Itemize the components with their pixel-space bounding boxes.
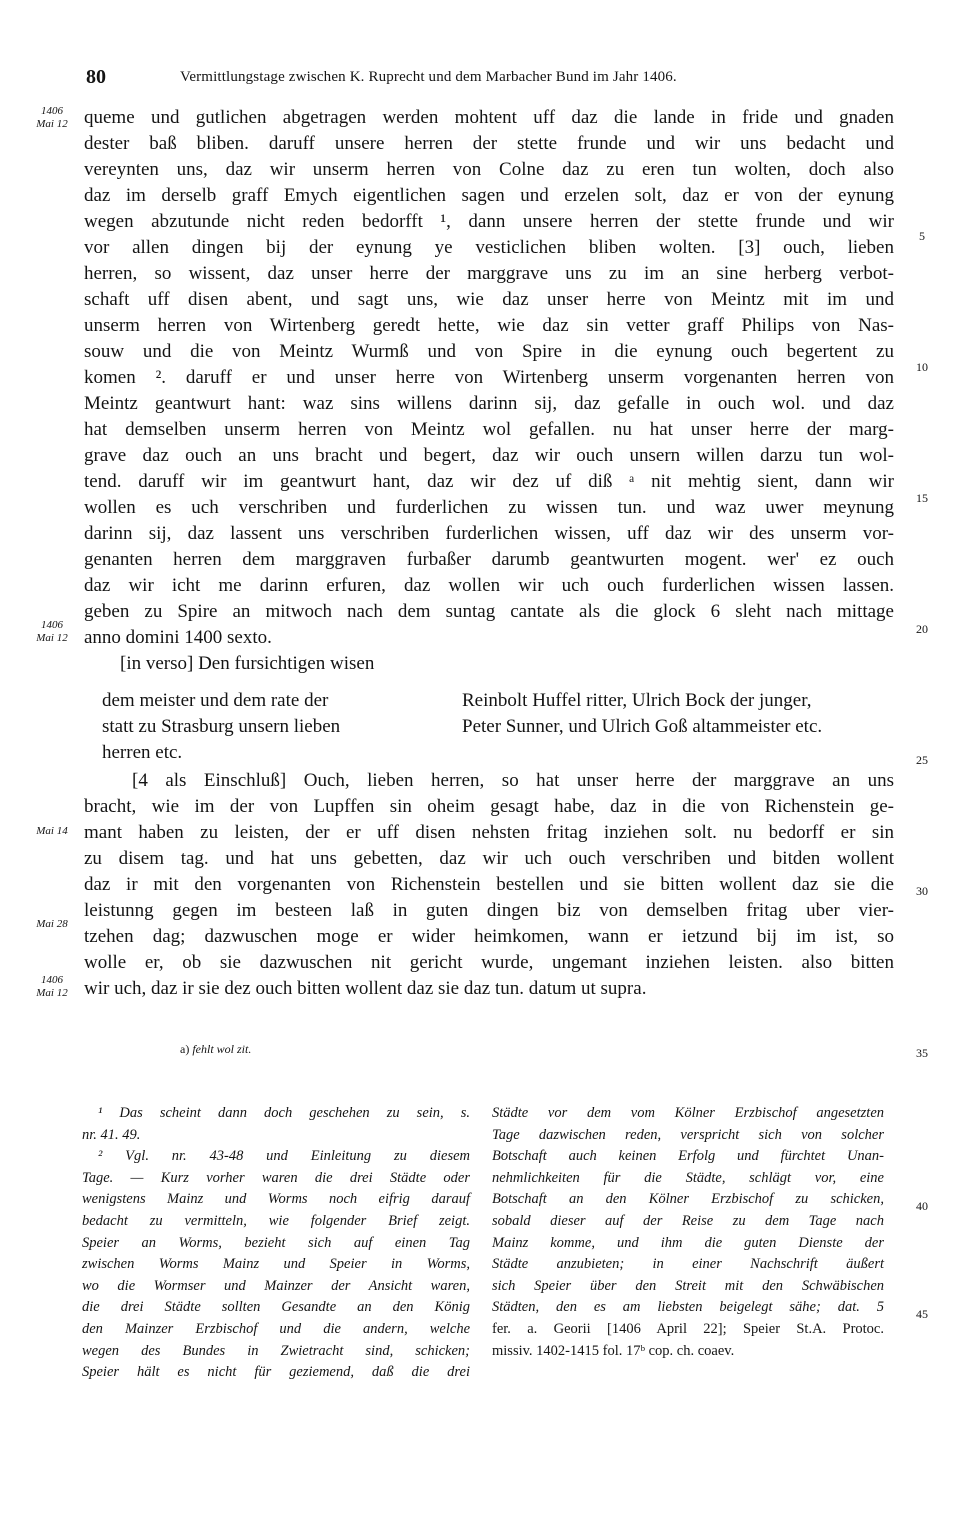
critical-note: [180, 1042, 251, 1057]
line-number: 35: [916, 1046, 928, 1060]
critical-note-siglum: a): [180, 1042, 190, 1056]
text-line: herren, so wissent, daz unser herre der marggrave uns zu im an sine herberg verbot-: [84, 263, 894, 284]
footnote-line: ² Vgl. nr. 43-48 und Einleitung zu diesem: [98, 1148, 470, 1165]
text-line: genanten herren dem marggraven furbaßer darumb geantwurten mogent. wer' ez ouch: [84, 549, 894, 570]
footnote-line: sich Speier über den Streit mit den Schwäbischen: [492, 1277, 884, 1294]
line-number: 30: [916, 884, 928, 898]
line-number: 10: [916, 360, 928, 374]
text-line: grave daz ouch an uns bracht und begert, daz wir ouch unsern willen darzu tun wol-: [84, 445, 894, 466]
text-line: geben zu Spire an mitwoch nach dem suntag cantate als die glock 6 sleht nach mittage: [84, 601, 894, 622]
footnote-line: Mainz komme, und ihm die guten Dienste der: [492, 1234, 884, 1251]
footnote-line: wegen des Bundes in Zwietracht sind, schicken;: [82, 1342, 470, 1359]
text-line: zu disem tag. und hat uns gebetten, daz wir uch ouch verschriben und bitden wollent: [84, 848, 894, 869]
text-line: daz ir mit den vorgenanten von Richenstein bestellen und sie bitten wollent daz sie die: [84, 874, 894, 895]
footnote-line: ¹ Das scheint dann doch geschehen zu sein, s.: [98, 1105, 470, 1121]
text-line: unserm herren von Wirtenberg geredt hette, wie daz sin vetter graff Philips von Nas-: [84, 315, 894, 336]
sender-line: Peter Sunner, und Ulrich Goß altammeister etc.: [462, 716, 823, 737]
text-line: hat demselben unserm herren von Meintz wol gefallen. nu hat unser herre der marg-: [84, 419, 894, 440]
page-number: 80: [86, 66, 106, 88]
enclosure-paragraph: [84, 768, 894, 1002]
addressee-line: herren etc.: [102, 742, 183, 763]
footnote-line: wenigstens Mainz und Worms noch eifrig darauf: [82, 1191, 470, 1208]
footnote-line: missiv. 1402-1415 fol. 17ᵇ cop. ch. coaev.: [492, 1342, 735, 1359]
footnote-line: die drei Städte sollten Gesandte an den König: [82, 1299, 470, 1316]
verso-line: [in verso] Den fursichtigen wisen: [120, 653, 375, 674]
text-line: tzehen dag; dazwuschen moge er wider heimkomen, wann er ietzund bij im ist, so: [84, 926, 894, 947]
text-line: dester baß bliben. daruff unsere herren der stette frunde und wir uns bedacht und: [84, 133, 894, 154]
footnote-line: Botschaft an den Kölner Erzbischof zu schicken,: [492, 1191, 884, 1208]
footnote-line: wo die Wormser und Mainzer der Ansicht waren,: [82, 1277, 470, 1294]
letter-body: [84, 105, 894, 677]
text-line: wir uch, daz ir sie dez ouch bitten wollent daz sie daz tun. datum ut supra.: [84, 978, 647, 999]
addressee-line: statt zu Strasburg unsern lieben: [102, 716, 341, 737]
text-line: bracht, wie im der von Lupffen sin oheim gesagt habe, daz in die von Richenstein ge-: [84, 796, 894, 817]
sender-line: Reinbolt Huffel ritter, Ulrich Bock der junger,: [462, 690, 812, 711]
text-line: anno domini 1400 sexto.: [84, 627, 272, 648]
footnote-line: fer. a. Georii [1406 April 22]; Speier St.A. Protoc.: [492, 1320, 884, 1337]
margin-date-1: 1406 Mai 12: [36, 105, 68, 130]
text-line: vor allen dingen bij der eynung ye vesticlichen bliben wolten. [3] ouch, lieben: [84, 237, 894, 258]
footnote-line: zwischen Worms Mainz und Speier in Worms,: [82, 1256, 470, 1273]
footnote-line: Speier an Worms, bezieht sich auf einen Tag: [82, 1234, 470, 1251]
text-line: komen ². daruff er und unser herre von Wirtenberg unserm vorgenanten herren von: [84, 367, 894, 388]
footnote-line: Tage. — Kurz vorher waren die drei Städte oder: [82, 1169, 470, 1186]
footnote-line: Städte anzubieten; in einer Nachschrift äußert: [492, 1256, 884, 1273]
text-line: souw und die von Meintz Wurmß und von Spire in die eynung ouch begertent zu: [84, 341, 894, 362]
text-line: [4 als Einschluß] Ouch, lieben herren, so hat unser herre der marggrave an uns: [132, 770, 894, 791]
text-line: daz wir icht me darinn erfuren, daz wollen wir uch ouch furderlichen wissen lassen.: [84, 575, 894, 596]
footnote-line: bedacht zu vermitteln, wie folgender Brief zeigt.: [82, 1212, 470, 1229]
critical-note-text: fehlt wol zit.: [192, 1042, 252, 1056]
text-line: daz im derselb graff Emych eigentlichen sagen und erzelen solt, daz er von der eynung: [84, 185, 894, 206]
line-number: 45: [916, 1307, 928, 1321]
running-head: Vermittlungstage zwischen K. Ruprecht und dem Marbacher Bund im Jahr 1406.: [180, 69, 677, 85]
text-line: tend. daruff wir im geantwurt hant, daz wir dez uf diß ᵃ nit mehtig sient, dann wir: [84, 471, 894, 492]
footnote-line: Städten, den es am liebsten beigelegt sähe; dat. 5: [492, 1299, 884, 1316]
addressee-column: [102, 688, 432, 766]
text-line: Meintz geantwurt hant: waz sins willens darinn sij, daz gefalle in ouch wol. und daz: [84, 393, 894, 414]
line-number: 40: [916, 1199, 928, 1213]
margin-date-3: Mai 14: [36, 825, 68, 837]
footnotes-right-column: [492, 1103, 884, 1362]
margin-date-2: 1406 Mai 12: [36, 619, 68, 644]
sender-column: [462, 688, 892, 740]
text-line: wollen es uch verschriben und furderlichen zu wissen tun. und waz uwer meynung: [84, 497, 894, 518]
footnote-line: sobald dieser auf der Reise zu dem Tage nach: [492, 1212, 884, 1229]
text-line: queme und gutlichen abgetragen werden mohtent uff daz die lande in fride und gnaden: [84, 107, 894, 128]
text-line: mant haben zu leisten, der er uff disen nehsten fritag inziehen solt. nu bedorff er sin: [84, 822, 894, 843]
footnotes-left-column: [82, 1103, 470, 1384]
page-header: [0, 66, 960, 92]
line-number: 15: [916, 491, 928, 505]
footnote-line: Städte vor dem vom Kölner Erzbischof angesetzten: [492, 1105, 884, 1121]
footnote-line: Tage dazwischen reden, verspricht sich von solcher: [492, 1126, 884, 1143]
text-line: vereynten uns, daz wir unserm herren von Colne daz zu eren tun wolten, doch also: [84, 159, 894, 180]
text-line: schaft uff disen abent, und sagt uns, wie daz unser herre von Meintz mit im und: [84, 289, 894, 310]
footnote-line: nehmlichkeiten für die Städte, schlägt vor, eine: [492, 1169, 884, 1186]
footnote-line: Speier hält es nicht für geziemend, daß die drei: [82, 1364, 470, 1381]
addressee-line: dem meister und dem rate der: [102, 690, 329, 711]
margin-date-5: 1406 Mai 12: [36, 974, 68, 999]
text-line: wolle er, ob sie dazwuschen nit gericht wurde, ungemant inziehen leisten. also bitten: [84, 952, 894, 973]
line-number: 5: [919, 229, 925, 243]
text-line: wegen abzutunde nicht reden bedorfft ¹, dann unsere herren der stette frunde und wir: [84, 211, 894, 232]
line-number: 25: [916, 753, 928, 767]
footnote-line: den Mainzer Erzbischof und die andern, welche: [82, 1320, 470, 1337]
text-line: darinn sij, daz lassent uns verschriben furderlichen wissen, uff daz wir des unserm vor-: [84, 523, 894, 544]
text-line: leistunng gegen im besteen laß in guten dingen biz von demselben fritag uber vier-: [84, 900, 894, 921]
line-number: 20: [916, 622, 928, 636]
margin-date-4: Mai 28: [36, 918, 68, 930]
footnote-line: Botschaft auch keinen Erfolg und fürchtet Unan-: [492, 1148, 884, 1165]
footnote-line: nr. 41. 49.: [82, 1126, 141, 1143]
